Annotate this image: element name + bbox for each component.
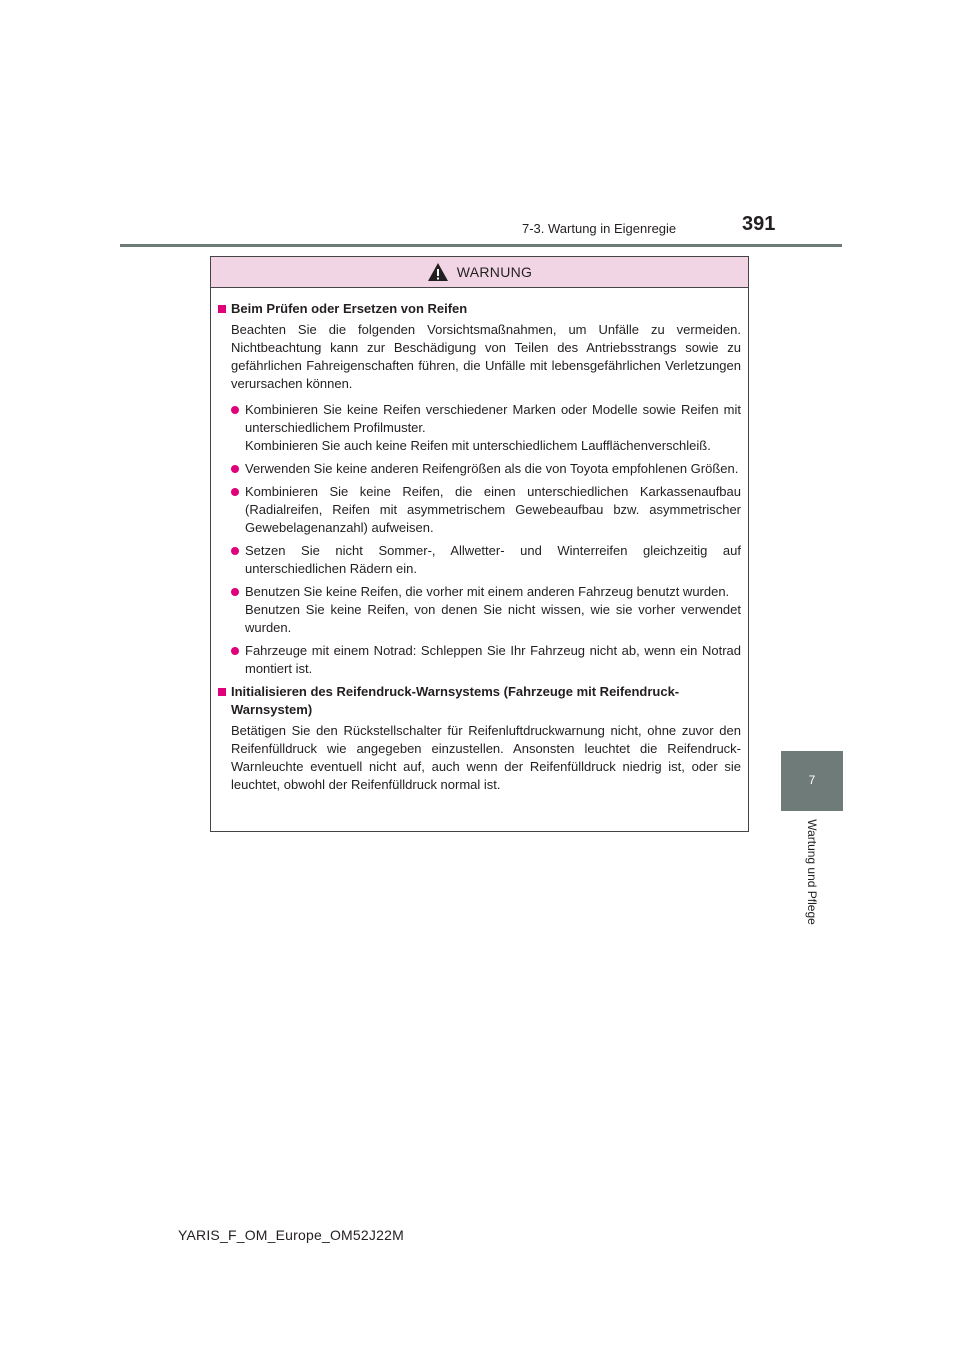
document-code: YARIS_F_OM_Europe_OM52J22M [178, 1227, 404, 1243]
section-heading-text: Beim Prüfen oder Ersetzen von Reifen [231, 301, 468, 316]
section-heading [218, 300, 741, 318]
square-bullet-icon [218, 305, 226, 313]
section-heading [218, 683, 741, 719]
list-item-text [245, 642, 741, 678]
list-item-line: Kombinieren Sie keine Reifen, die einen unterschiedlichen Karkassenaufbau (Radialreifen, Reifen mit asymmetrischem Gewebeaufbau bzw. asymmetrischer Gewebelagenanzahl) aufweisen. [245, 484, 741, 535]
list-item-line: Verwenden Sie keine anderen Reifengrößen als die von Toyota empfohlenen Größen. [245, 461, 739, 476]
chapter-tab [781, 751, 843, 811]
list-item-text [245, 460, 741, 478]
section-heading-text: Initialisieren des Reifendruck-Warnsystems (Fahrzeuge mit Reifendruck-Warnsystem) [231, 684, 680, 717]
list-item [231, 401, 741, 455]
list-item-line: Kombinieren Sie keine Reifen verschiedener Marken oder Modelle sowie Reifen mit unterschiedlichem Profilmuster. [245, 402, 741, 435]
warning-box [210, 256, 749, 832]
warning-title: WARNUNG [456, 264, 533, 280]
list-item-text [245, 401, 741, 455]
list-item-line: Kombinieren Sie auch keine Reifen mit unterschiedlichem Laufflächenverschleiß. [245, 438, 711, 453]
list-item-text [245, 483, 741, 537]
circle-bullet-icon [231, 647, 239, 655]
list-item [231, 583, 741, 637]
warning-header [211, 257, 748, 288]
warning-triangle-icon [427, 262, 449, 282]
header-rule [120, 244, 842, 247]
list-item-text [245, 583, 741, 637]
circle-bullet-icon [231, 488, 239, 496]
list-item-line: Fahrzeuge mit einem Notrad: Schleppen Sie Ihr Fahrzeug nicht ab, wenn ein Notrad montiert ist. [245, 643, 741, 676]
page-number: 391 [742, 213, 776, 235]
list-item-text [245, 542, 741, 578]
warning-body [211, 288, 748, 794]
circle-bullet-icon [231, 547, 239, 555]
chapter-number: 7 [808, 773, 816, 787]
circle-bullet-icon [231, 588, 239, 596]
section-title: 7-3. Wartung in Eigenregie [522, 221, 677, 236]
chapter-label: Wartung und Pflege [805, 819, 819, 925]
list-item-line: Setzen Sie nicht Sommer-, Allwetter- und Winterreifen gleichzeitig auf unterschiedlichen Rädern ein. [245, 543, 741, 576]
section-intro: Betätigen Sie den Rückstellschalter für Reifenluftdruckwarnung nicht, ohne zuvor den Reifenfülldruck wie angegeben einzustellen. Ansonsten leuchtet die Reifendruck-Warnleuchte eventuell nicht auf, auch wenn der Reifenfülldruck niedrig ist, oder sie leuchtet, obwohl der Reifenfülldruck normal ist. [231, 723, 741, 792]
list-item-line: Benutzen Sie keine Reifen, von denen Sie nicht wissen, wie sie vorher verwendet wurden. [245, 602, 741, 635]
circle-bullet-icon [231, 465, 239, 473]
list-item-line: Benutzen Sie keine Reifen, die vorher mit einem anderen Fahrzeug benutzt wurden. [245, 584, 730, 599]
list-item [231, 642, 741, 678]
section-intro: Beachten Sie die folgenden Vorsichtsmaßnahmen, um Unfälle zu vermeiden. Nichtbeachtung kann zur Beschädigung von Teilen des Antriebsstrangs sowie zu gefährlichen Fahreigenschaften führen, die Unfälle mit lebensgefährlichen Verletzungen verursachen können. [231, 322, 741, 391]
circle-bullet-icon [231, 406, 239, 414]
list-item [231, 542, 741, 578]
square-bullet-icon [218, 688, 226, 696]
list-item [231, 483, 741, 537]
list-item [231, 460, 741, 478]
